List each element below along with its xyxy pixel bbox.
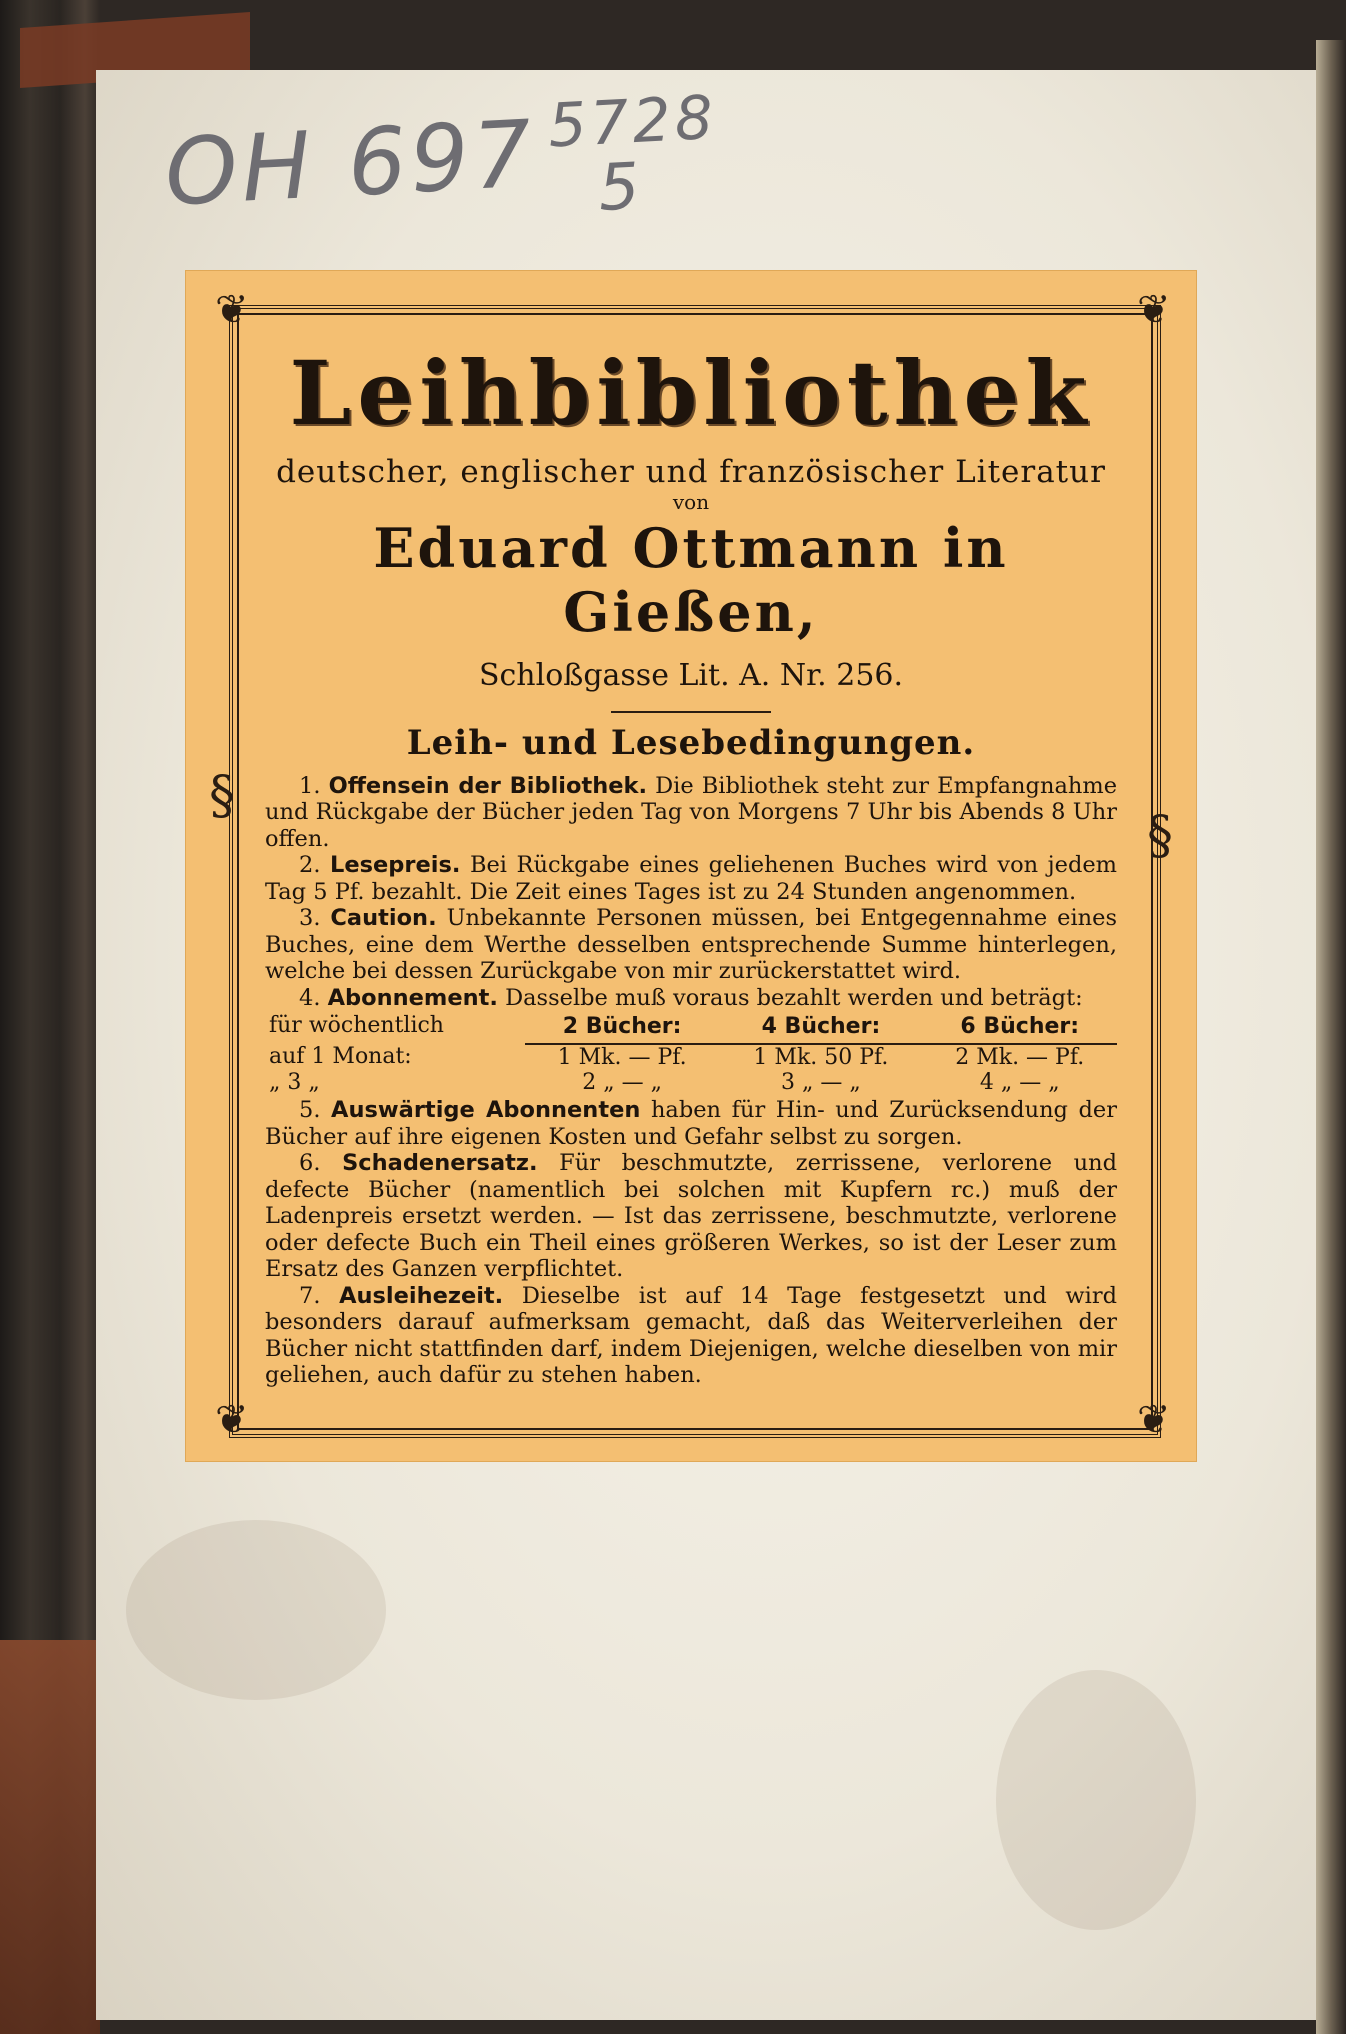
condition-heading: Lesepreis. bbox=[330, 852, 461, 879]
condition-heading: Abonnement. bbox=[327, 984, 498, 1011]
call-number-subscript: 5 bbox=[596, 149, 646, 226]
library-label bbox=[185, 270, 1197, 1462]
table-cell: 1 Mk. — Pf. bbox=[557, 1045, 687, 1071]
table-header-cell: für wöchentlich bbox=[269, 1013, 444, 1039]
condition-number: 2. bbox=[299, 852, 321, 879]
label-von: von bbox=[672, 489, 710, 514]
table-header-row bbox=[265, 1013, 1117, 1044]
condition-4 bbox=[265, 985, 1117, 1012]
condition-number: 4. bbox=[299, 984, 321, 1011]
divider bbox=[611, 711, 771, 713]
condition-number: 1. bbox=[299, 772, 321, 799]
condition-text: haben für Hin- und Zurücksendung der Bücher auf ihre eigenen Kosten und Gefahr selbst zu sorgen. bbox=[265, 1097, 1118, 1150]
owner-address: Schloßgasse Lit. A. Nr. 256. bbox=[478, 657, 904, 693]
paper-stain bbox=[126, 1520, 386, 1700]
table-cell: 4 „ — „ bbox=[979, 1070, 1060, 1096]
book-edge bbox=[1316, 40, 1346, 2034]
table-cell: 1 Mk. 50 Pf. bbox=[753, 1045, 889, 1071]
side-ornament-icon: § bbox=[209, 766, 235, 826]
condition-text: Dasselbe muß voraus bezahlt werden und beträgt: bbox=[505, 984, 1083, 1011]
condition-heading: Ausleihezeit. bbox=[339, 1282, 504, 1309]
condition-6 bbox=[265, 1150, 1117, 1283]
conditions-heading: Leih- und Lesebedingungen. bbox=[406, 722, 976, 763]
condition-5 bbox=[265, 1097, 1117, 1150]
label-title: Leihbibliothek bbox=[289, 341, 1093, 445]
abonnement-table bbox=[265, 1013, 1117, 1095]
condition-3 bbox=[265, 905, 1117, 985]
corner-ornament-icon: ❦ bbox=[215, 287, 249, 333]
table-header-cell: 2 Bücher: bbox=[525, 1013, 720, 1044]
condition-number: 6. bbox=[299, 1150, 321, 1177]
corner-ornament-icon: ❦ bbox=[1137, 287, 1171, 333]
pencil-call-number bbox=[162, 82, 719, 227]
table-row bbox=[265, 1044, 1117, 1070]
table-cell: 2 „ — „ bbox=[582, 1070, 663, 1096]
condition-heading: Caution. bbox=[330, 905, 437, 932]
condition-text: Dieselbe ist auf 14 Tage festgesetzt und wird besonders darauf aufmerksam gemacht, daß das Weiterverleihen der Bücher nicht stattfinden darf, indem Diejenigen, welche dieselben von mir geliehen, auch dafür zu stehen haben. bbox=[265, 1282, 1118, 1389]
condition-number: 5. bbox=[299, 1097, 321, 1124]
condition-heading: Schadenersatz. bbox=[342, 1150, 538, 1177]
condition-text: Bei Rückgabe eines geliehenen Buches wird von jedem Tag 5 Pf. bezahlt. Die Zeit eines Tages ist zu 24 Stunden angenommen. bbox=[265, 852, 1118, 905]
condition-number: 7. bbox=[299, 1282, 321, 1309]
table-header-cell: 4 Bücher: bbox=[719, 1013, 922, 1044]
label-subtitle: deutscher, englischer und französischer Literatur bbox=[276, 453, 1106, 490]
condition-heading: Offensein der Bibliothek. bbox=[328, 772, 648, 799]
table-cell: 2 Mk. — Pf. bbox=[955, 1045, 1085, 1071]
condition-7 bbox=[265, 1283, 1117, 1389]
corner-ornament-icon: ❦ bbox=[215, 1397, 249, 1443]
condition-text: Für beschmutzte, zerrissene, verlorene und defecte Bücher (namentlich bei solchen mit Kupfern rc.) muß der Ladenpreis ersetzt werden. — Ist das zerrissene, beschmutzte, verlorene oder defecte Buch ein Theil eines größeren Werkes, so ist der Leser zum Ersatz des Ganzen verpflichtet. bbox=[265, 1150, 1118, 1283]
call-number-superscript: 5728 bbox=[546, 82, 719, 162]
side-ornament-icon: § bbox=[1147, 806, 1173, 866]
call-number-main: OH 697 bbox=[162, 100, 538, 227]
table-row bbox=[265, 1070, 1117, 1095]
corner-ornament-icon: ❦ bbox=[1137, 1397, 1171, 1443]
condition-text: Die Bibliothek steht zur Empfangnahme und Rückgabe der Bücher jeden Tag von Morgens 7 Uhr bis Abends 8 Uhr offen. bbox=[265, 772, 1118, 852]
condition-2 bbox=[265, 852, 1117, 905]
condition-heading: Auswärtige Abonnenten bbox=[331, 1097, 641, 1124]
condition-number: 3. bbox=[299, 905, 321, 932]
table-cell: 3 „ — „ bbox=[781, 1070, 861, 1096]
leather-corner-bottom bbox=[0, 1640, 100, 2034]
label-content bbox=[265, 341, 1118, 1389]
owner-name: Eduard Ottmann in Gießen, bbox=[373, 515, 1009, 644]
condition-text: Unbekannte Personen müssen, bei Entgegennahme eines Buches, eine dem Werthe desselben entsprechende Summe hinterlegen, welche bei dessen Zurückgabe von mir zurückerstattet wird. bbox=[265, 905, 1118, 985]
table-cell: auf 1 Monat: bbox=[269, 1044, 412, 1070]
table-cell: „ 3 „ bbox=[269, 1070, 320, 1096]
condition-1 bbox=[265, 773, 1117, 853]
paper-stain bbox=[996, 1670, 1196, 1930]
table-header-cell: 6 Bücher: bbox=[922, 1013, 1117, 1044]
